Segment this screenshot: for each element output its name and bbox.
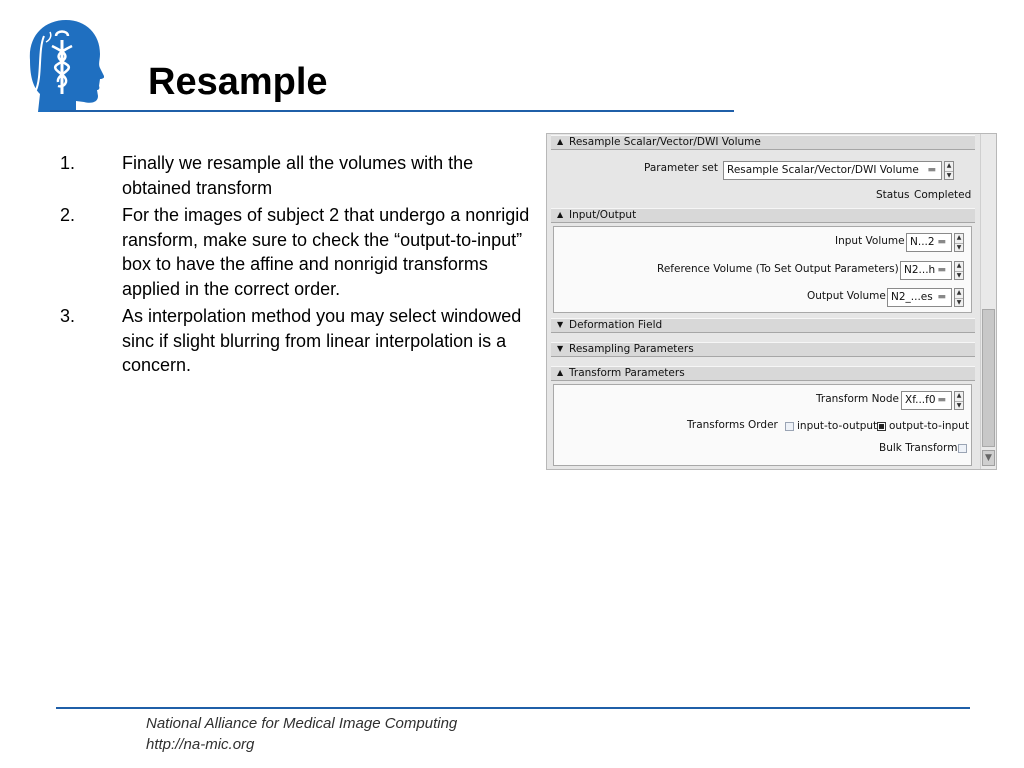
scrollbar-thumb[interactable] [982, 309, 995, 447]
transform-section-header[interactable]: ▲ Transform Parameters [551, 366, 975, 381]
transform-section-body [553, 384, 972, 466]
reference-volume-combobox[interactable]: N2...h ▬ [900, 261, 952, 280]
footer-url[interactable]: http://na-mic.org [146, 736, 255, 753]
output-volume-combobox[interactable]: N2_...es ▬ [887, 288, 952, 307]
bullet-item [60, 304, 530, 378]
deformation-section-header[interactable]: ▼ Deformation Field [551, 318, 975, 333]
parameter-set-combobox[interactable]: Resample Scalar/Vector/DWI Volume ▬ [723, 161, 942, 180]
io-section-header[interactable]: ▲ Input/Output [551, 208, 975, 223]
transform-node-combobox[interactable]: Xf...f0 ▬ [901, 391, 952, 410]
bullet-item [60, 203, 530, 301]
resampling-section-header[interactable]: ▼ Resampling Parameters [551, 342, 975, 357]
output-to-input-label: output-to-input [889, 420, 969, 432]
dropdown-arrow-icon: ▬ [937, 292, 946, 302]
expand-arrow-icon: ▼ [557, 344, 564, 353]
dropdown-arrow-icon: ▬ [937, 395, 946, 405]
module-section-header[interactable]: ▲ Resample Scalar/Vector/DWI Volume [551, 135, 975, 150]
collapse-arrow-icon: ▲ [557, 210, 564, 219]
bullet-text: For the images of subject 2 that undergo a nonrigid ransform, make sure to check the “output-to-input” box to have the affine and nonrigid transforms applied in the correct order. [122, 205, 530, 299]
expand-arrow-icon: ▼ [557, 320, 564, 329]
dropdown-arrow-icon: ▬ [937, 265, 946, 275]
footer-organization: National Alliance for Medical Image Computing [146, 715, 458, 732]
transform-node-spinner[interactable]: ▲ ▼ [954, 391, 964, 410]
transform-node-label: Transform Node [816, 393, 899, 405]
bullet-text: As interpolation method you may select windowed sinc if slight blurring from linear interpolation is a concern. [122, 306, 522, 375]
input-volume-spinner[interactable]: ▲ ▼ [954, 233, 964, 252]
input-volume-label: Input Volume [835, 235, 905, 247]
parameter-set-spinner[interactable]: ▲ ▼ [944, 161, 954, 180]
reference-volume-spinner[interactable]: ▲ ▼ [954, 261, 964, 280]
scroll-down-arrow-icon[interactable]: ▼ [982, 450, 995, 466]
bulk-transform-checkbox[interactable] [958, 444, 967, 453]
input-to-output-radio[interactable] [785, 422, 794, 431]
output-volume-spinner[interactable]: ▲ ▼ [954, 288, 964, 307]
status-value: Completed [914, 189, 972, 201]
dropdown-arrow-icon: ▬ [937, 237, 946, 247]
bullet-text: Finally we resample all the volumes with the obtained transform [122, 153, 474, 198]
io-section-body [553, 226, 972, 313]
input-to-output-label: input-to-output [797, 420, 878, 432]
reference-volume-label: Reference Volume (To Set Output Parameters) [657, 263, 899, 275]
bullet-list [60, 151, 530, 381]
title-divider [50, 110, 734, 112]
bullet-item [60, 151, 530, 200]
input-volume-combobox[interactable]: N...2 ▬ [906, 233, 952, 252]
output-to-input-radio[interactable] [877, 422, 886, 431]
collapse-arrow-icon: ▲ [557, 368, 564, 377]
bullet-number: 3. [60, 306, 76, 326]
parameter-set-label: Parameter set [643, 162, 718, 174]
collapse-arrow-icon: ▲ [557, 137, 564, 146]
dropdown-arrow-icon: ▬ [927, 165, 936, 175]
status-label: Status [876, 189, 910, 201]
bullet-number: 2. [60, 205, 76, 225]
output-volume-label: Output Volume [807, 290, 886, 302]
bullet-number: 1. [60, 153, 76, 173]
footer-divider [56, 707, 970, 709]
na-mic-logo-icon [22, 16, 104, 112]
resample-module-panel [546, 133, 997, 470]
slide-title: Resample [148, 61, 328, 103]
bulk-transform-label: Bulk Transform [879, 442, 958, 454]
panel-scrollbar[interactable] [980, 134, 996, 469]
transforms-order-label: Transforms Order [687, 419, 778, 431]
